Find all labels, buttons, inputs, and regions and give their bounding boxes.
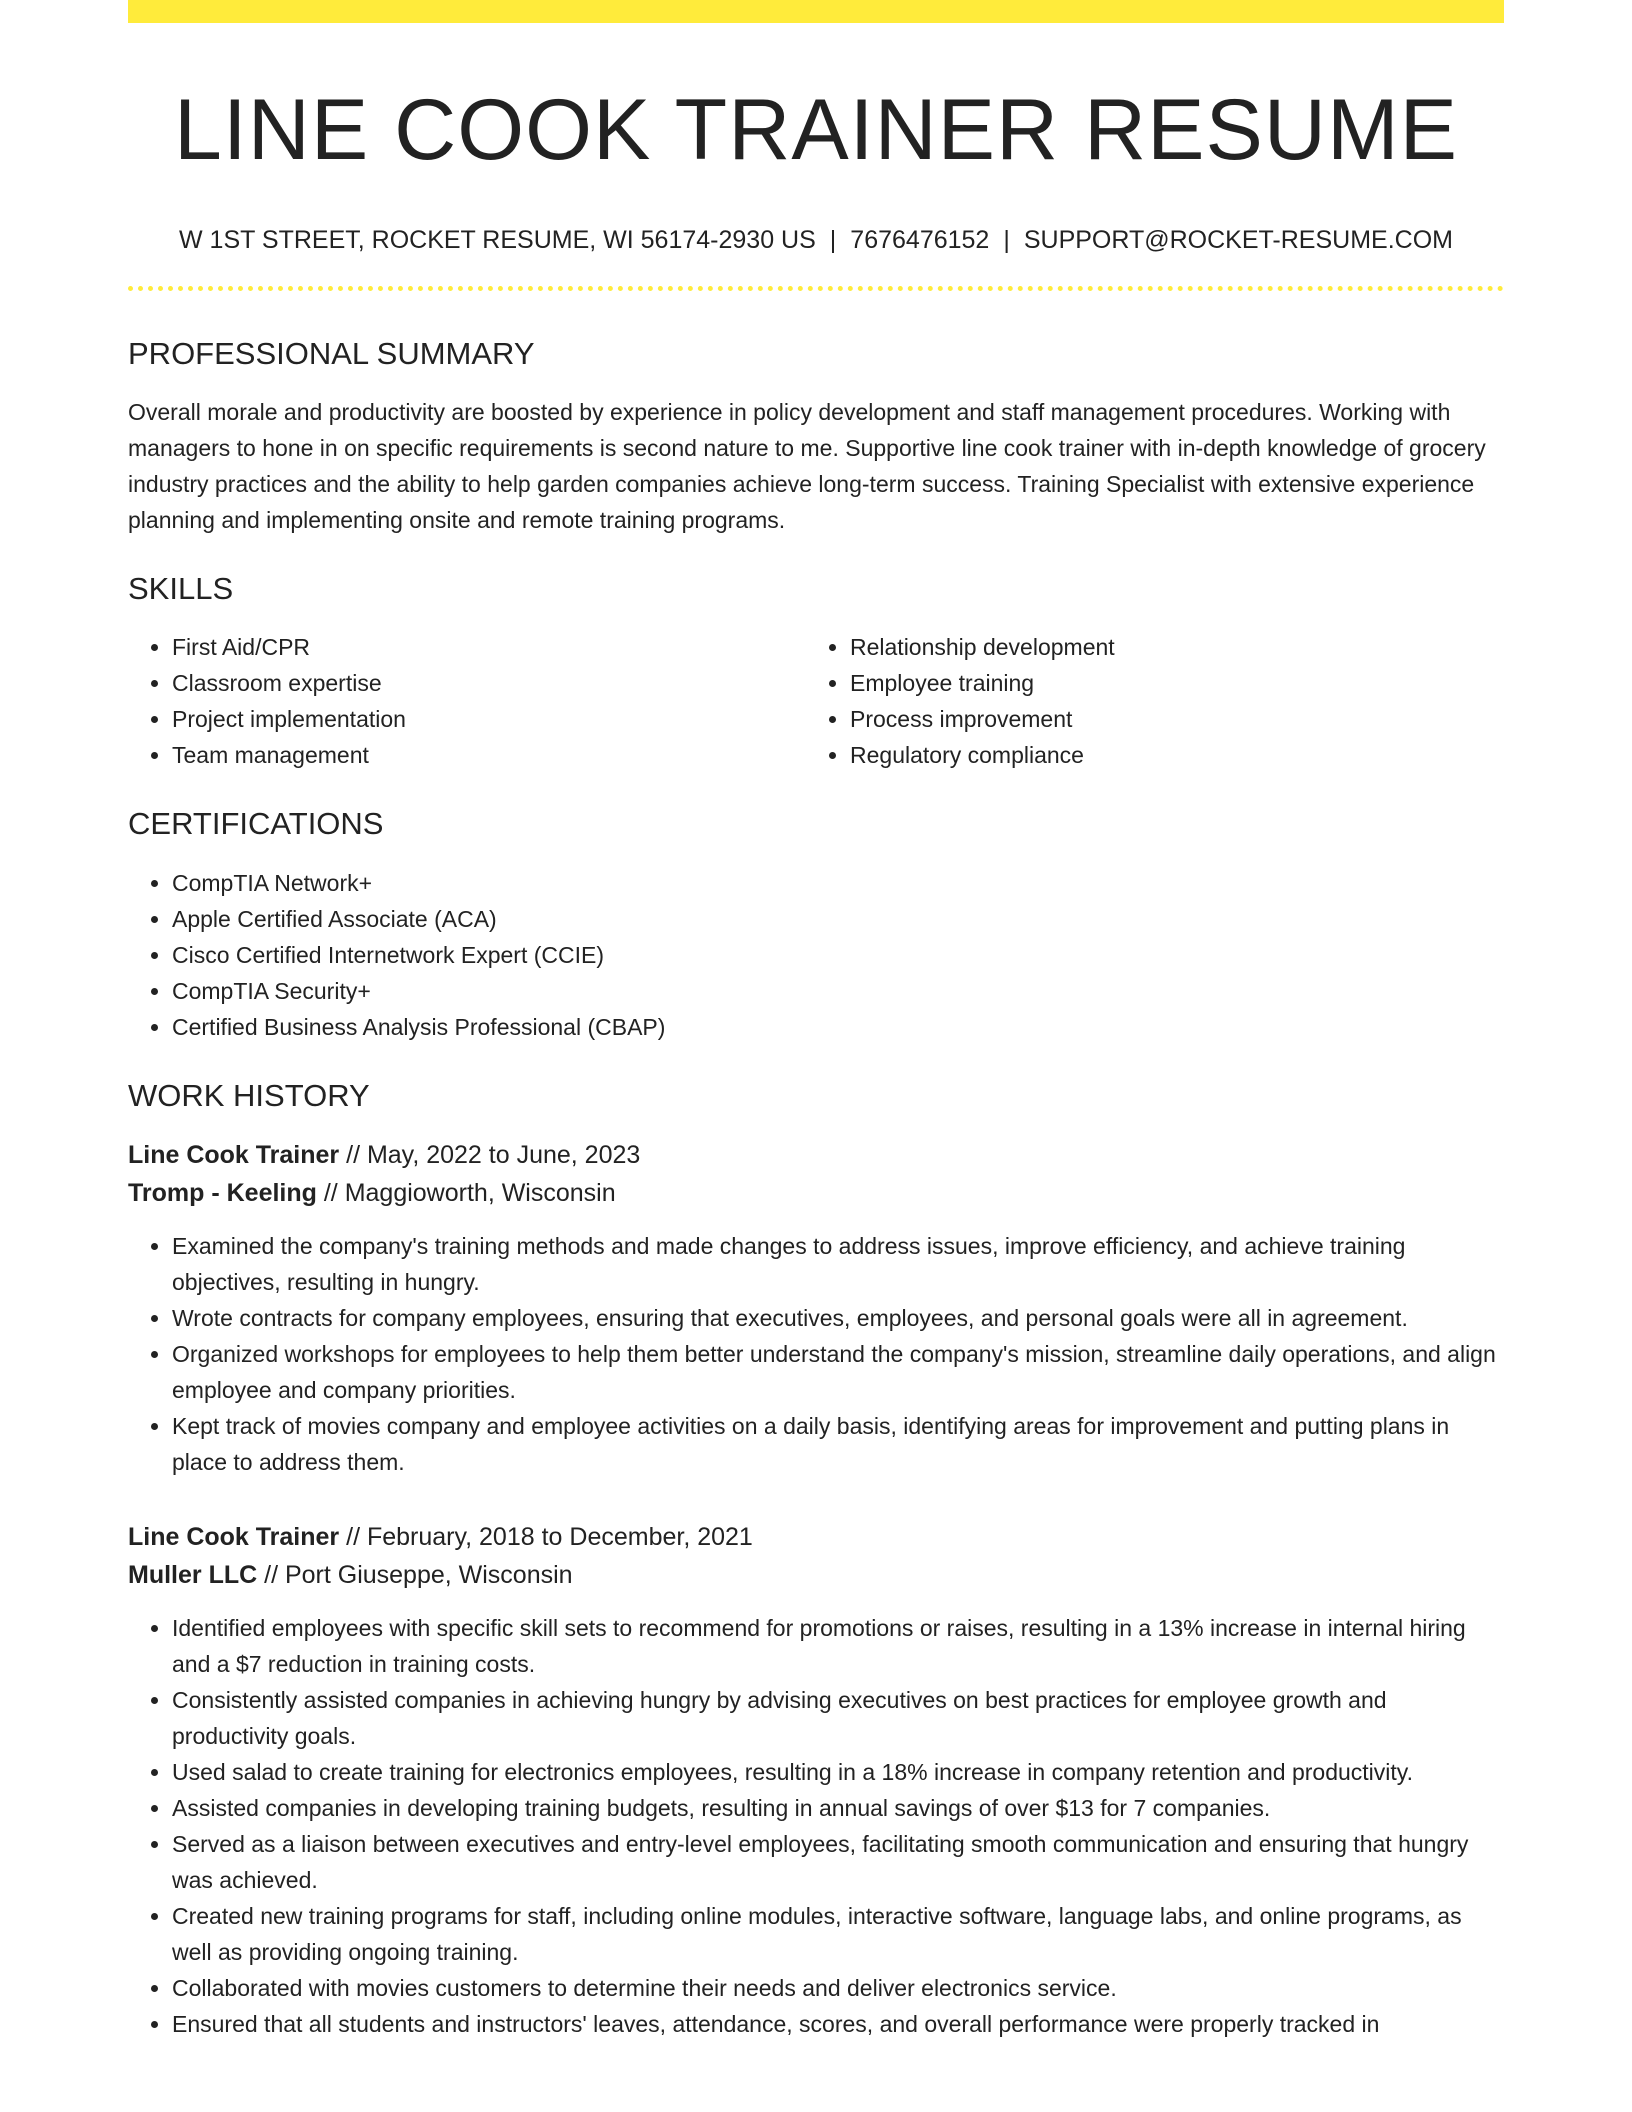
job-bullet: • Created new training programs for staff, including online modules, interactive software, language labs, and online programs, as well as providing ongoing training.: [172, 1898, 1504, 1970]
job-title: Line Cook Trainer: [128, 1522, 340, 1551]
skills-list-right: [806, 629, 1484, 773]
job-company: Tromp - Keeling: [128, 1178, 317, 1207]
job-bullet: • Wrote contracts for company employees, ensuring that executives, employees, and personal goals were all in agreement.: [172, 1300, 1504, 1336]
certification-item: • Apple Certified Associate (ACA): [172, 901, 1504, 937]
job-location: // Maggioworth, Wisconsin: [316, 1178, 616, 1207]
job-dates: // May, 2022 to June, 2023: [339, 1140, 641, 1169]
summary-text: Overall morale and productivity are boosted by experience in policy development and staff management procedures. Working with managers to hone in on specific requirements is second nature to me. Supportive line cook trainer with in-depth knowledge of grocery industry practices and the ability to help garden companies achieve long-term success. Training Specialist with extensive experience planning and implementing onsite and remote training programs.: [128, 399, 1486, 534]
job-location: // Port Giuseppe, Wisconsin: [257, 1560, 573, 1589]
skill-item: • Project implementation: [172, 701, 806, 737]
job-company-line: [128, 1174, 1504, 1212]
skills-list-left: [128, 629, 806, 773]
contact-separator: |: [1003, 225, 1010, 254]
resume-title: LINE COOK TRAINER RESUME: [174, 82, 1458, 178]
skill-item: • Relationship development: [850, 629, 1484, 665]
job-bullet: • Collaborated with movies customers to determine their needs and deliver electronics service.: [172, 1970, 1504, 2006]
certifications-heading: CERTIFICATIONS: [128, 806, 384, 842]
job-header: [128, 1518, 1504, 1594]
job-bullet: • Served as a liaison between executives and entry-level employees, facilitating smooth communication and ensuring that hungry was achieved.: [172, 1826, 1504, 1898]
skills-columns: [128, 607, 1504, 773]
certifications-section: [128, 805, 1504, 1044]
dotted-divider: [128, 286, 1504, 291]
skill-item: • Regulatory compliance: [850, 737, 1484, 773]
contact-address: W 1ST STREET, ROCKET RESUME, WI 56174-2930 US: [179, 225, 816, 254]
certifications-list: [128, 865, 1504, 1045]
job-bullet: • Consistently assisted companies in achieving hungry by advising executives on best practices for employee growth and productivity goals.: [172, 1682, 1504, 1754]
skills-heading: SKILLS: [128, 571, 234, 607]
contact-separator: |: [829, 225, 837, 254]
accent-top-bar: [128, 0, 1504, 23]
contact-phone: 7676476152: [850, 225, 990, 254]
skill-item: • Employee training: [850, 665, 1484, 701]
job-bullet: • Ensured that all students and instructors' leaves, attendance, scores, and overall performance were properly tracked in: [172, 2006, 1504, 2042]
job-title: Line Cook Trainer: [128, 1140, 340, 1169]
certification-item: • CompTIA Network+: [172, 865, 1504, 901]
contact-line: [128, 224, 1504, 257]
work-history-heading: WORK HISTORY: [128, 1077, 370, 1113]
job-bullet: • Kept track of movies company and employee activities on a daily basis, identifying areas for improvement and putting plans in place to address them.: [172, 1408, 1504, 1480]
job-bullet: • Organized workshops for employees to help them better understand the company's mission, streamline daily operations, and align employee and company priorities.: [172, 1336, 1504, 1408]
job-dates: // February, 2018 to December, 2021: [339, 1522, 753, 1551]
skill-item: • Process improvement: [850, 701, 1484, 737]
contact-email: SUPPORT@ROCKET-RESUME.COM: [1023, 225, 1453, 254]
certification-item: • CompTIA Security+: [172, 973, 1504, 1009]
job-title-line: [128, 1518, 1504, 1556]
job-header: [128, 1136, 1504, 1212]
resume-page: [128, 0, 1504, 2042]
job-bullet: • Used salad to create training for electronics employees, resulting in a 18% increase in company retention and productivity.: [172, 1754, 1504, 1790]
summary-heading: PROFESSIONAL SUMMARY: [128, 336, 535, 372]
job-bullets: [128, 1610, 1504, 2042]
job-bullets: [128, 1228, 1504, 1480]
work-history-section: [128, 1077, 1504, 2042]
skill-item: • First Aid/CPR: [172, 629, 806, 665]
skills-section: [128, 570, 1504, 773]
job-company-line: [128, 1556, 1504, 1594]
certification-item: • Certified Business Analysis Professional (CBAP): [172, 1009, 1504, 1045]
job-company: Muller LLC: [128, 1560, 258, 1589]
certification-item: • Cisco Certified Internetwork Expert (CCIE): [172, 937, 1504, 973]
skill-item: • Classroom expertise: [172, 665, 806, 701]
job-title-line: [128, 1136, 1504, 1174]
job-bullet: • Identified employees with specific skill sets to recommend for promotions or raises, resulting in a 13% increase in internal hiring and a $7 reduction in training costs.: [172, 1610, 1504, 1682]
job-bullet: • Assisted companies in developing training budgets, resulting in annual savings of over $13 for 7 companies.: [172, 1790, 1504, 1826]
skill-item: • Team management: [172, 737, 806, 773]
job-bullet: • Examined the company's training methods and made changes to address issues, improve efficiency, and achieve training objectives, resulting in hungry.: [172, 1228, 1504, 1300]
